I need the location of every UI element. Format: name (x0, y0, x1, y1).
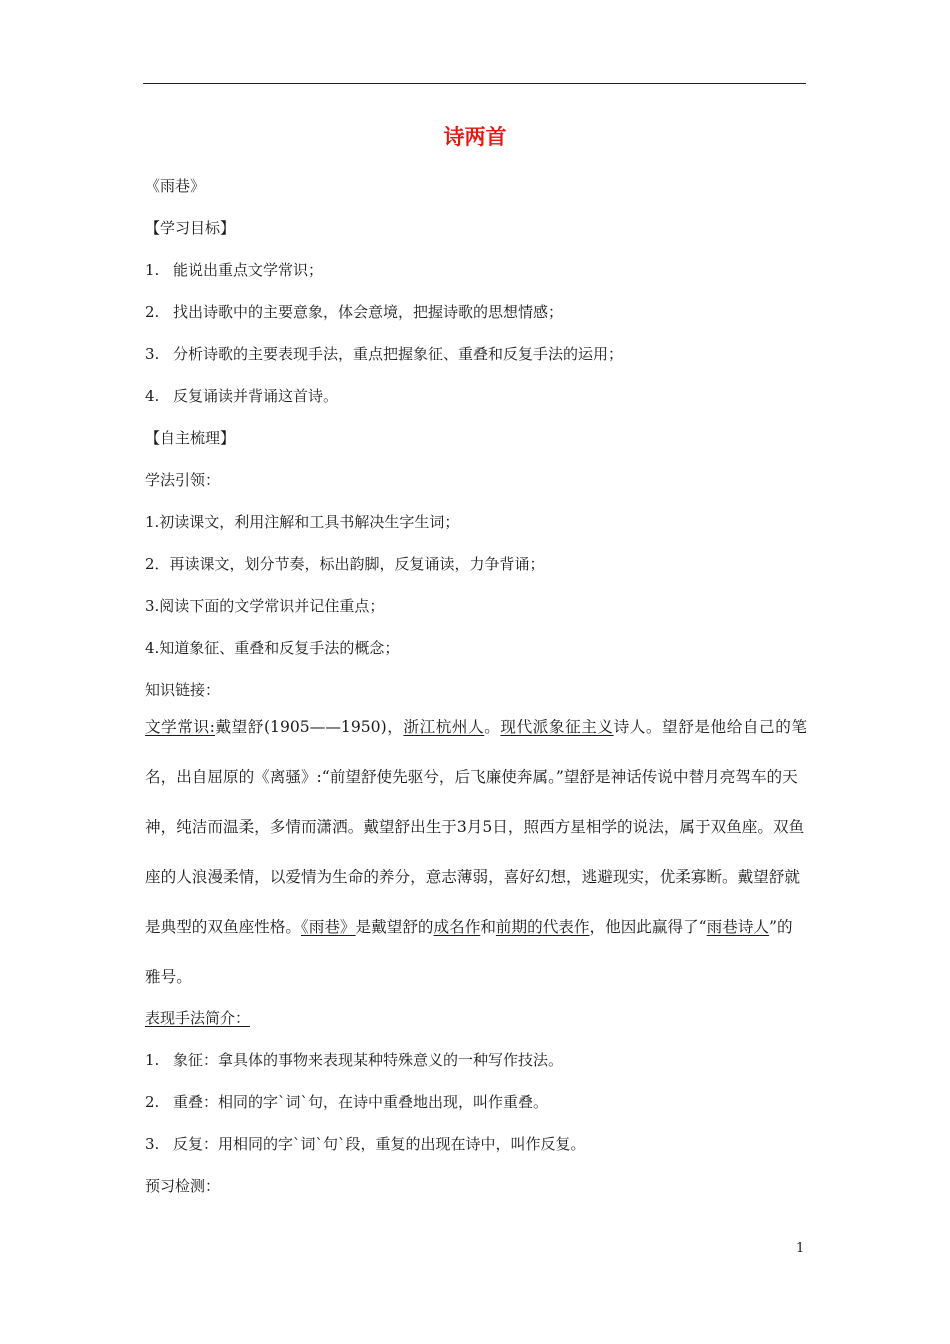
goal-item-3 (145, 343, 623, 365)
method-item-3: 3.阅读下面的文学常识并记住重点； (145, 597, 385, 615)
technique-item-text: 反复：用相同的字`词`句`段，重复的出现在诗中，叫作反复。 (173, 1135, 586, 1153)
representative-work-text: 前期的代表作 (495, 918, 590, 936)
goal-item-1 (145, 259, 323, 281)
technique-item-num: 2. (145, 1093, 160, 1111)
goal-item-text: 能说出重点文学常识； (173, 261, 324, 279)
goal-item-4 (145, 385, 338, 407)
author-dates: 戴望舒(1905——1950)， (214, 718, 404, 736)
page-title: 诗两首 (443, 124, 507, 149)
technique-item-num: 1. (145, 1051, 160, 1069)
technique-item-3 (145, 1133, 586, 1155)
goals-heading: 【学习目标】 (145, 219, 236, 237)
school-text: 现代派象征主义 (500, 718, 614, 736)
literary-knowledge-label: 文学常识: (145, 718, 215, 736)
biography-text: 名，出自屈原的《离骚》:“前望舒使先驱兮，后飞廉使奔属。”望舒是神话传说中替月亮驾车的天神，纯洁而温柔，多情而潇洒。戴望舒出生于3月5日，照西方星相学的说法，属于双鱼座。双鱼座的人浪漫柔情，以爱情为生命的养分，意志薄弱，喜好幻想，逃避现实，优柔寡断。戴望舒就是典型的双鱼座性格。 (145, 768, 805, 936)
technique-item-text: 象征：拿具体的事物来表现某种特殊意义的一种写作技法。 (173, 1051, 564, 1069)
self-study-heading: 【自主梳理】 (145, 429, 236, 447)
technique-item-2 (145, 1091, 548, 1113)
goal-item-text: 分析诗歌的主要表现手法，重点把握象征、重叠和反复手法的运用； (173, 345, 624, 363)
goal-item-num: 2. (145, 303, 160, 321)
hometown-text: 浙江杭州人 (403, 718, 485, 736)
method-item-4: 4.知道象征、重叠和反复手法的概念； (145, 639, 400, 657)
goal-item-text: 反复诵读并背诵这首诗。 (173, 387, 339, 405)
techniques-label-text: 表现手法简介： (145, 1009, 251, 1027)
header-rule (143, 83, 806, 84)
period-text: 。 (484, 718, 501, 736)
technique-item-1 (145, 1049, 563, 1071)
goal-item-num: 3. (145, 345, 160, 363)
nickname-suffix-text: ”的雅号。 (145, 918, 793, 986)
nickname-text: 雨巷诗人 (706, 918, 770, 936)
techniques-label (145, 1007, 250, 1029)
knowledge-paragraph (145, 702, 807, 1002)
poem-ref-text: 《雨巷》 (300, 918, 356, 936)
technique-item-num: 3. (145, 1135, 160, 1153)
method-label: 学法引领： (145, 471, 221, 489)
method-item-1: 1.初读课文，利用注解和工具书解决生字生词； (145, 513, 460, 531)
pen-name-text: 诗人。望舒是他给自己的笔 (613, 718, 807, 736)
goal-item-num: 4. (145, 387, 160, 405)
goal-item-num: 1. (145, 261, 160, 279)
poem-title: 《雨巷》 (145, 177, 206, 195)
goal-item-2 (145, 301, 563, 323)
knowledge-first-line (145, 702, 807, 752)
debut-work-text: 成名作 (433, 918, 481, 936)
connector-text: 是戴望舒的 (355, 918, 434, 936)
method-item-2: 2．再读课文，划分节奏，标出韵脚，反复诵读，力争背诵； (145, 555, 545, 573)
knowledge-label: 知识链接： (145, 681, 221, 699)
preview-label: 预习检测： (145, 1177, 221, 1195)
and-text: 和 (480, 918, 496, 936)
goal-item-text: 找出诗歌中的主要意象，体会意境，把握诗歌的思想情感； (173, 303, 564, 321)
page-number: 1 (796, 1241, 805, 1256)
technique-item-text: 重叠：相同的字`词`句，在诗中重叠地出现，叫作重叠。 (173, 1093, 549, 1111)
title-intro-text: ，他因此赢得了“ (589, 918, 707, 936)
